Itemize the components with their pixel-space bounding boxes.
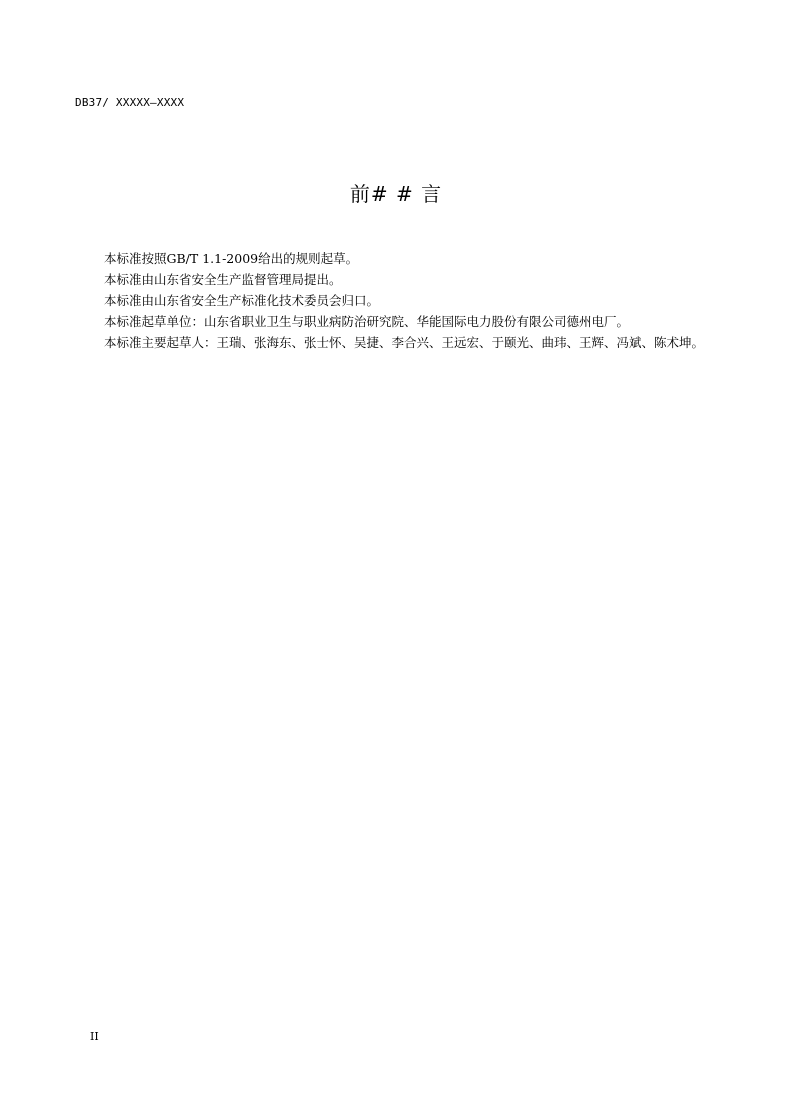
document-code: DB37/ XXXXX—XXXX — [75, 96, 185, 109]
paragraph-drafters: 本标准主要起草人：王瑞、张海东、张士怀、吴捷、李合兴、王远宏、于颐光、曲玮、王辉、冯斌、陈术坤。 — [104, 335, 705, 350]
paragraph-drafting-rules: 本标准按照GB/T 1.1-2009给出的规则起草。 — [104, 251, 359, 266]
paragraph-drafting-units: 本标准起草单位：山东省职业卫生与职业病防治研究院、华能国际电力股份有限公司德州电厂。 — [104, 314, 630, 329]
foreword-body — [75, 248, 725, 353]
page-number: II — [90, 1030, 99, 1043]
paragraph-proposer: 本标准由山东省安全生产监督管理局提出。 — [104, 272, 342, 287]
paragraph-technical-committee: 本标准由山东省安全生产标准化技术委员会归口。 — [104, 293, 380, 308]
page-title: 前# # 言 — [349, 182, 443, 206]
